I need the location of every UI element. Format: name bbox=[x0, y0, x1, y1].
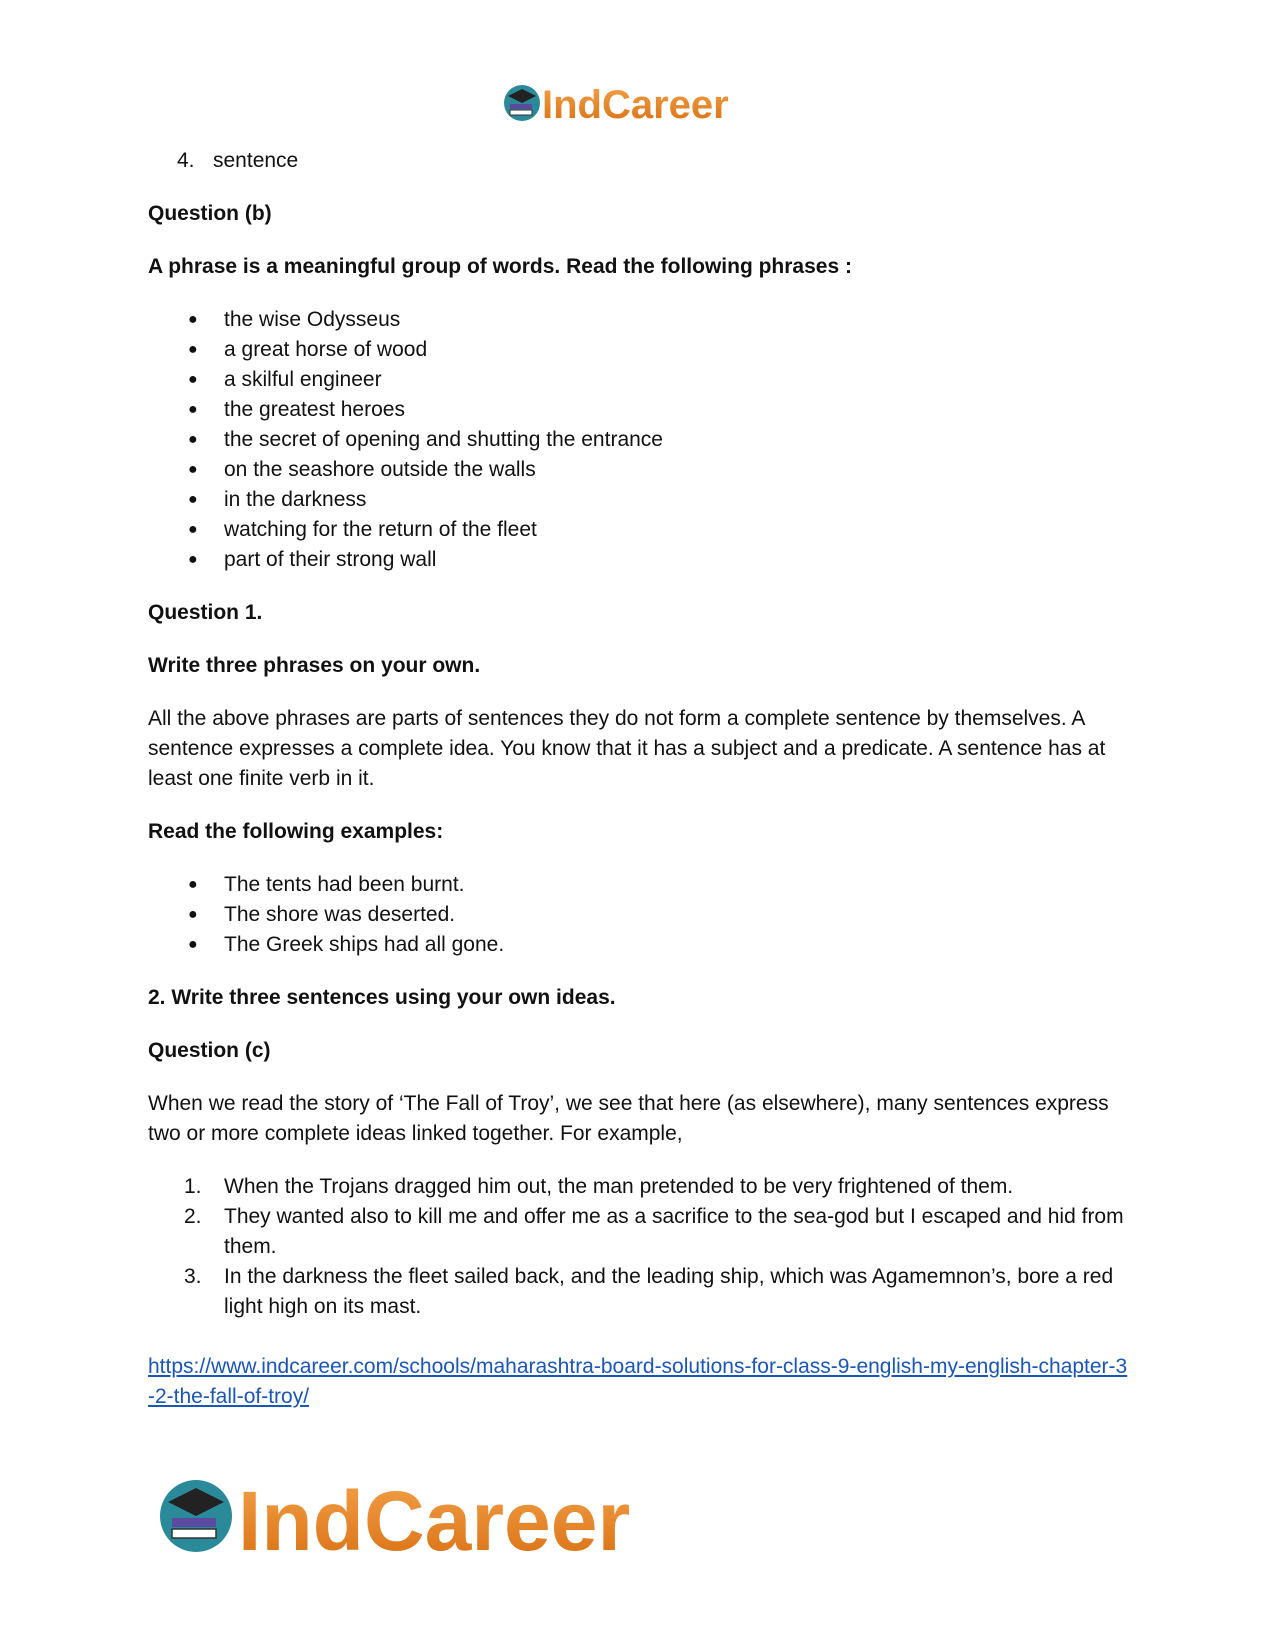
indcareer-logo-bottom bbox=[158, 1470, 698, 1570]
item-text: In the darkness the fleet sailed back, and the leading ship, which was Agamemnon’s, bore a red light high on its mast. bbox=[224, 1265, 1114, 1318]
list-item-text: in the darkness bbox=[224, 488, 367, 511]
question-b-title: Question (b) bbox=[148, 202, 272, 225]
item-text: sentence bbox=[213, 149, 299, 172]
numbered-item bbox=[148, 1172, 1128, 1202]
examples-title: Read the following examples: bbox=[148, 820, 444, 843]
item-number: 3. bbox=[184, 1265, 202, 1288]
bullet-icon: ● bbox=[188, 431, 198, 448]
list-item-text: the greatest heroes bbox=[224, 398, 405, 421]
bullet-icon: ● bbox=[188, 491, 198, 508]
item-number: 2. bbox=[184, 1205, 202, 1228]
list-item bbox=[148, 515, 1128, 545]
item-number: 4. bbox=[177, 149, 195, 172]
bullet-icon: ● bbox=[188, 906, 198, 923]
question-c-paragraph: When we read the story of ‘The Fall of Troy’, we see that here (as elsewhere), many sentences express two or more complete ideas linked together. For example, bbox=[148, 1092, 1109, 1145]
list-item bbox=[148, 395, 1128, 425]
bullet-icon: ● bbox=[188, 401, 198, 418]
phrases-list bbox=[148, 305, 1128, 575]
question-1-title: Question 1. bbox=[148, 601, 263, 624]
bullet-icon: ● bbox=[188, 551, 198, 568]
list-item bbox=[148, 425, 1128, 455]
indcareer-logo-top bbox=[502, 78, 782, 128]
sentence-paragraph: All the above phrases are parts of sentences they do not form a complete sentence by themselves. A sentence expresses a complete idea. You know that it has a subject and a predicate. A sentence has at least one finite verb in it. bbox=[148, 707, 1106, 790]
list-item bbox=[148, 870, 1128, 900]
bullet-icon: ● bbox=[188, 461, 198, 478]
list-item-text: a skilful engineer bbox=[224, 368, 382, 391]
numbered-item bbox=[148, 146, 1128, 176]
list-item-text: The shore was deserted. bbox=[224, 903, 456, 926]
bullet-icon: ● bbox=[188, 936, 198, 953]
list-item-text: part of their strong wall bbox=[224, 548, 437, 571]
bullet-icon: ● bbox=[188, 371, 198, 388]
list-item-text: The tents had been burnt. bbox=[224, 873, 465, 896]
item-number: 1. bbox=[184, 1175, 202, 1198]
numbered-examples-list bbox=[148, 1172, 1128, 1322]
list-item bbox=[148, 455, 1128, 485]
bullet-icon: ● bbox=[188, 876, 198, 893]
source-link[interactable]: https://www.indcareer.com/schools/maharashtra-board-solutions-for-class-9-english-my-english-chapter-3-2-the-fall-of-troy/ bbox=[148, 1355, 1128, 1408]
question-2-prompt: 2. Write three sentences using your own ideas. bbox=[148, 986, 616, 1009]
list-item-text: The Greek ships had all gone. bbox=[224, 933, 505, 956]
list-item bbox=[148, 305, 1128, 335]
list-item-text: the secret of opening and shutting the entrance bbox=[224, 428, 663, 451]
item-text: They wanted also to kill me and offer me as a sacrifice to the sea-god but I escaped and hid from them. bbox=[224, 1205, 1124, 1258]
list-item bbox=[148, 545, 1128, 575]
numbered-item bbox=[148, 1202, 1128, 1262]
list-item bbox=[148, 335, 1128, 365]
bullet-icon: ● bbox=[188, 521, 198, 538]
item-text: When the Trojans dragged him out, the man pretended to be very frightened of them. bbox=[224, 1175, 1014, 1198]
list-item bbox=[148, 365, 1128, 395]
list-item-text: watching for the return of the fleet bbox=[224, 518, 537, 541]
svg-text:IndCareer: IndCareer bbox=[238, 1474, 631, 1568]
list-item bbox=[148, 900, 1128, 930]
svg-text:IndCareer: IndCareer bbox=[542, 83, 729, 127]
list-item bbox=[148, 930, 1128, 960]
list-item-text: on the seashore outside the walls bbox=[224, 458, 536, 481]
question-1-prompt: Write three phrases on your own. bbox=[148, 654, 481, 677]
list-item bbox=[148, 485, 1128, 515]
question-c-title: Question (c) bbox=[148, 1039, 271, 1062]
question-b-intro: A phrase is a meaningful group of words. Read the following phrases : bbox=[148, 255, 852, 278]
examples-list bbox=[148, 870, 1128, 960]
list-item-text: a great horse of wood bbox=[224, 338, 428, 361]
bullet-icon: ● bbox=[188, 311, 198, 328]
bullet-icon: ● bbox=[188, 341, 198, 358]
document-content bbox=[148, 146, 1128, 1412]
list-item-text: the wise Odysseus bbox=[224, 308, 401, 331]
numbered-item bbox=[148, 1262, 1128, 1322]
